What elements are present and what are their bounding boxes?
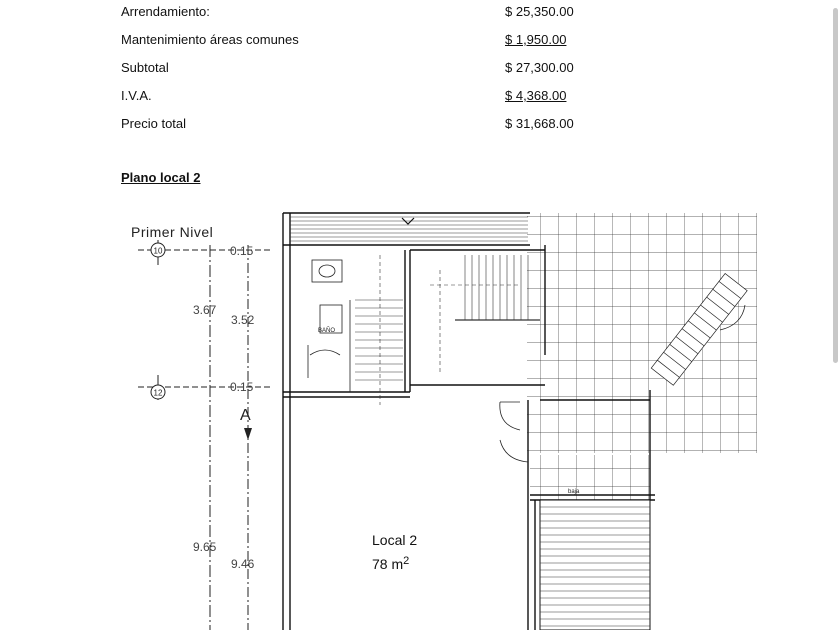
room-area	[372, 555, 409, 572]
grid-floor-top	[527, 213, 757, 453]
cost-row-subtotal	[121, 56, 591, 84]
room-area-exponent: 2	[403, 555, 410, 567]
grid-floor-mid	[530, 455, 650, 500]
dim-inner-1: 3.52	[231, 313, 255, 327]
axis-bubble-12	[151, 385, 165, 399]
bath-label: BAÑO	[318, 328, 336, 334]
floor-plan	[0, 205, 780, 630]
cost-row-maintenance	[121, 28, 591, 56]
subtotal-label: Subtotal	[121, 60, 169, 75]
iva-label: I.V.A.	[121, 88, 152, 103]
room-name: Local 2	[372, 532, 418, 548]
iva-value: $ 4,368.00	[505, 88, 567, 103]
axis-top-label: 10	[153, 246, 163, 256]
section-title: Plano local 2	[121, 170, 201, 185]
axis-marker	[244, 428, 252, 440]
stairs-right	[430, 255, 540, 375]
axis-mid-label: 12	[153, 388, 163, 398]
doors	[308, 345, 528, 462]
cost-row-iva	[121, 84, 591, 112]
room-area-value: 78 m	[372, 556, 404, 572]
dim-mid: 0.15	[230, 380, 254, 394]
rent-value: $ 25,350.00	[505, 4, 574, 19]
rent-label: Arrendamiento:	[121, 4, 210, 19]
stair-label: baja	[568, 489, 580, 495]
scrollbar[interactable]	[833, 8, 838, 363]
stairs-upper	[355, 255, 403, 405]
bathroom	[310, 260, 350, 392]
dim-top: 0.15	[230, 244, 254, 258]
axis-letter: A	[240, 407, 251, 424]
dim-inner-2: 9.46	[231, 557, 255, 571]
axis-bubble-10	[151, 243, 165, 257]
total-label: Precio total	[121, 116, 187, 131]
dim-outer-2: 9.65	[193, 540, 217, 554]
cost-row-rent	[121, 0, 591, 28]
stairs-lower	[540, 500, 650, 630]
cost-table	[121, 0, 591, 140]
dimension-lines	[138, 240, 270, 630]
total-value: $ 31,668.00	[505, 116, 574, 131]
top-window	[290, 217, 528, 241]
cost-row-total	[121, 112, 591, 140]
maintenance-value: $ 1,950.00	[505, 32, 567, 47]
level-title: Primer Nivel	[131, 224, 214, 240]
subtotal-value: $ 27,300.00	[505, 60, 574, 75]
dim-outer-1: 3.67	[193, 303, 217, 317]
maintenance-label: Mantenimiento áreas comunes	[121, 32, 299, 47]
